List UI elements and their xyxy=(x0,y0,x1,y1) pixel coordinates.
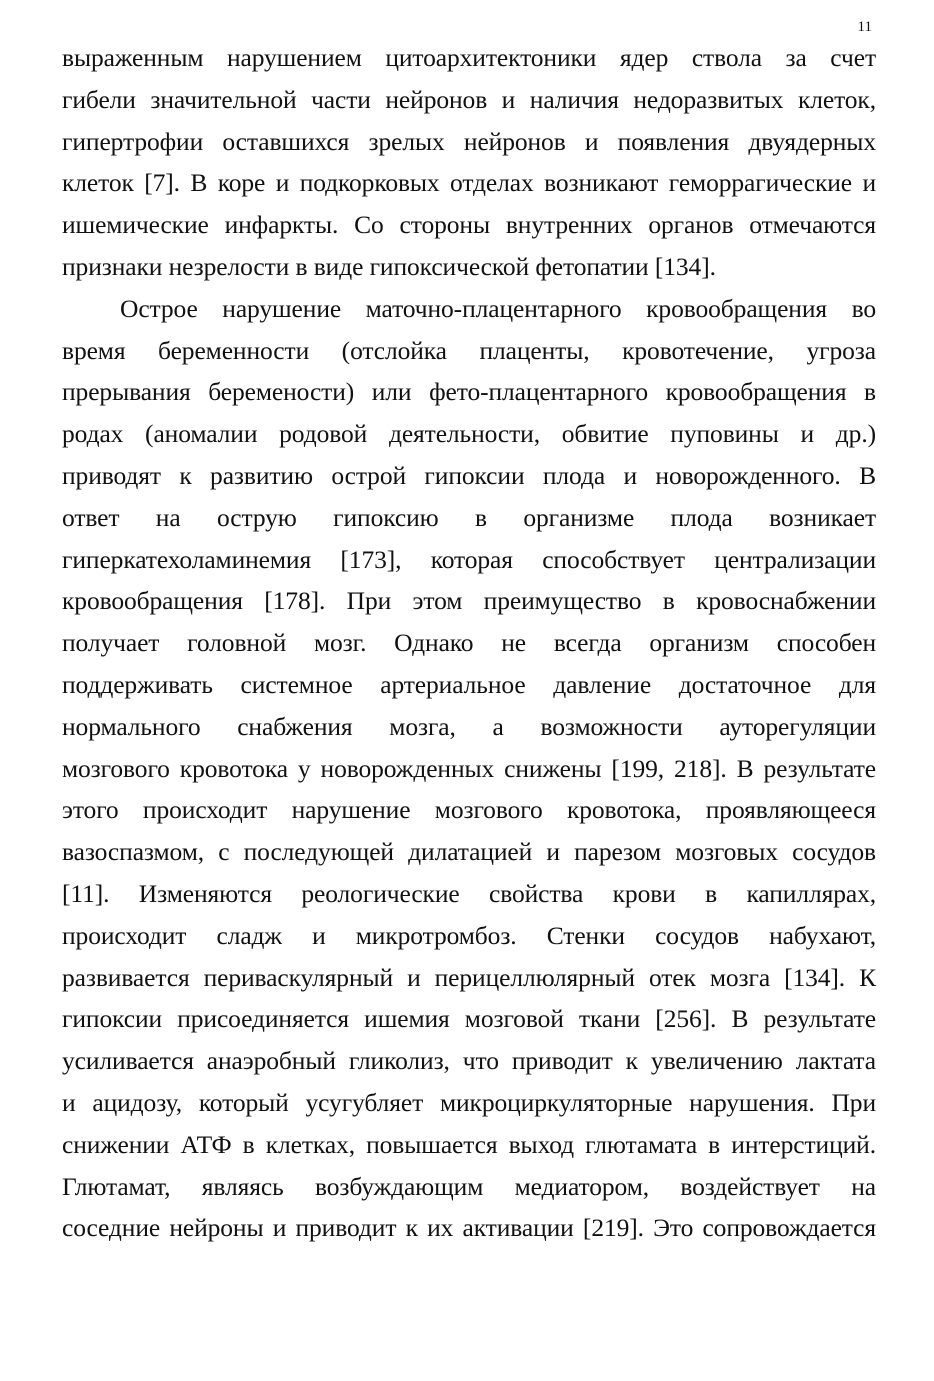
text-line: соседние нейроны и приводит к их активации [219]. Это сопровождается xyxy=(62,1213,876,1243)
text-line: гипоксии присоединяется ишемия мозговой ткани [256]. В результате xyxy=(62,1004,876,1034)
text-line: Острое нарушение маточно-плацентарного кровообращения во xyxy=(120,293,876,323)
text-line: получает головной мозг. Однако не всегда организм способен xyxy=(62,628,876,658)
text-line: кровообращения [178]. При этом преимущество в кровоснабжении xyxy=(62,586,876,616)
text-line: родах (аномалии родовой деятельности, обвитие пуповины и др.) xyxy=(62,419,876,449)
text-line: гипертрофии оставшихся зрелых нейронов и появления двуядерных xyxy=(62,126,876,156)
text-line: снижении АТФ в клетках, повышается выход глютамата в интерстиций. xyxy=(62,1129,876,1159)
text-line: усиливается анаэробный гликолиз, что приводит к увеличению лактата xyxy=(62,1046,876,1076)
text-line: гиперкатехоламинемия [173], которая способствует централизации xyxy=(62,544,876,574)
text-line: поддерживать системное артериальное давление достаточное для xyxy=(62,669,876,699)
text-line: этого происходит нарушение мозгового кровотока, проявляющееся xyxy=(62,795,876,825)
page-number: 11 xyxy=(857,19,872,35)
text-line: прерывания беремености) или фето-плацентарного кровообращения в xyxy=(62,377,876,407)
text-line: время беременности (отслойка плаценты, кровотечение, угроза xyxy=(62,335,876,365)
text-line: и ацидозу, который усугубляет микроциркуляторные нарушения. При xyxy=(62,1087,876,1117)
text-line: признаки незрелости в виде гипоксической фетопатии [134]. xyxy=(62,251,716,281)
text-line: происходит сладж и микротромбоз. Стенки сосудов набухают, xyxy=(62,920,876,950)
text-line: гибели значительной части нейронов и наличия недоразвитых клеток, xyxy=(62,84,876,114)
body-text xyxy=(62,37,876,1249)
text-line: нормального снабжения мозга, а возможности ауторегуляции xyxy=(62,711,876,741)
text-line: мозгового кровотока у новорожденных снижены [199, 218]. В результате xyxy=(62,753,876,783)
text-line: Глютамат, являясь возбуждающим медиатором, воздействует на xyxy=(62,1171,876,1201)
text-line: развивается периваскулярный и перицеллюлярный отек мозга [134]. К xyxy=(62,962,876,992)
text-line: вазоспазмом, с последующей дилатацией и парезом мозговых сосудов xyxy=(62,837,876,867)
text-line: выраженным нарушением цитоархитектоники ядер ствола за счет xyxy=(62,43,876,72)
text-line: клеток [7]. В коре и подкорковых отделах возникают геморрагические и xyxy=(62,168,876,198)
text-line: [11]. Изменяются реологические свойства крови в капиллярах, xyxy=(62,878,876,908)
text-line: ишемические инфаркты. Со стороны внутренних органов отмечаются xyxy=(62,210,876,240)
text-line: приводят к развитию острой гипоксии плода и новорожденного. В xyxy=(62,460,876,490)
text-line: ответ на острую гипоксию в организме плода возникает xyxy=(62,502,876,532)
